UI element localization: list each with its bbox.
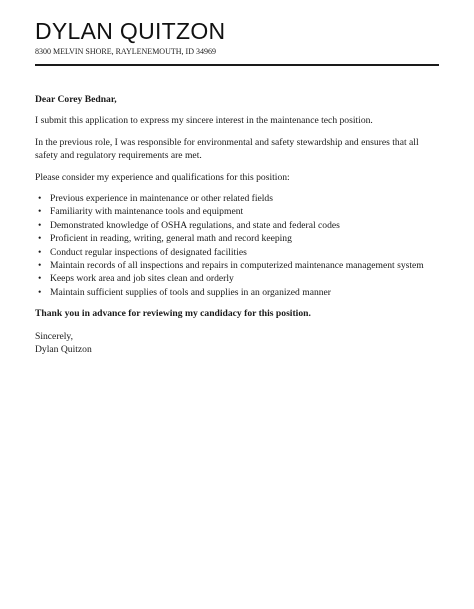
cover-letter-page	[35, 18, 439, 357]
bullet-icon: •	[38, 246, 42, 258]
list-item-text: Previous experience in maintenance or other related fields	[50, 193, 273, 205]
bullet-icon: •	[38, 206, 42, 218]
applicant-address: 8300 MELVIN SHORE, RAYLENEMOUTH, ID 34969	[35, 47, 216, 56]
qualifications-list	[35, 192, 439, 299]
signature-name: Dylan Quitzon	[35, 344, 92, 356]
closing: Sincerely,	[35, 330, 74, 342]
list-item	[38, 286, 439, 299]
thanks-paragraph: Thank you in advance for reviewing my candidacy for this position.	[35, 308, 311, 320]
list-item-text: Maintain records of all inspections and repairs in computerized maintenance management system	[50, 260, 424, 272]
list-item	[38, 205, 439, 218]
header-divider	[35, 64, 439, 66]
bullet-icon: •	[38, 273, 42, 285]
list-item	[38, 192, 439, 205]
list-item	[38, 246, 439, 259]
list-item-text: Keeps work area and job sites clean and orderly	[50, 273, 234, 285]
list-item-text: Familiarity with maintenance tools and equipment	[50, 206, 244, 218]
letter-body	[35, 93, 439, 357]
bullet-icon: •	[38, 193, 42, 205]
salutation: Dear Corey Bednar,	[35, 94, 117, 105]
bullet-icon: •	[38, 219, 42, 231]
list-item	[38, 259, 439, 272]
list-item-text: Conduct regular inspections of designated facilities	[50, 246, 247, 258]
list-item-text: Maintain sufficient supplies of tools and supplies in an organized manner	[50, 286, 332, 298]
bullet-icon: •	[38, 286, 42, 298]
list-item	[38, 232, 439, 245]
bullet-icon: •	[38, 260, 42, 272]
list-item-text: Demonstrated knowledge of OSHA regulations, and state and federal codes	[50, 219, 340, 231]
list-item	[38, 272, 439, 285]
bullet-icon: •	[38, 233, 42, 245]
previous-role-paragraph: In the previous role, I was responsible for environmental and safety stewardship and ensures that all safety and regulatory requirements are met.	[35, 136, 419, 162]
applicant-name: DYLAN QUITZON	[35, 18, 226, 44]
intro-paragraph: I submit this application to express my sincere interest in the maintenance tech position.	[35, 115, 373, 127]
list-item-text: Proficient in reading, writing, general math and record keeping	[50, 233, 292, 245]
list-item	[38, 219, 439, 232]
consider-paragraph: Please consider my experience and qualifications for this position:	[35, 171, 290, 183]
